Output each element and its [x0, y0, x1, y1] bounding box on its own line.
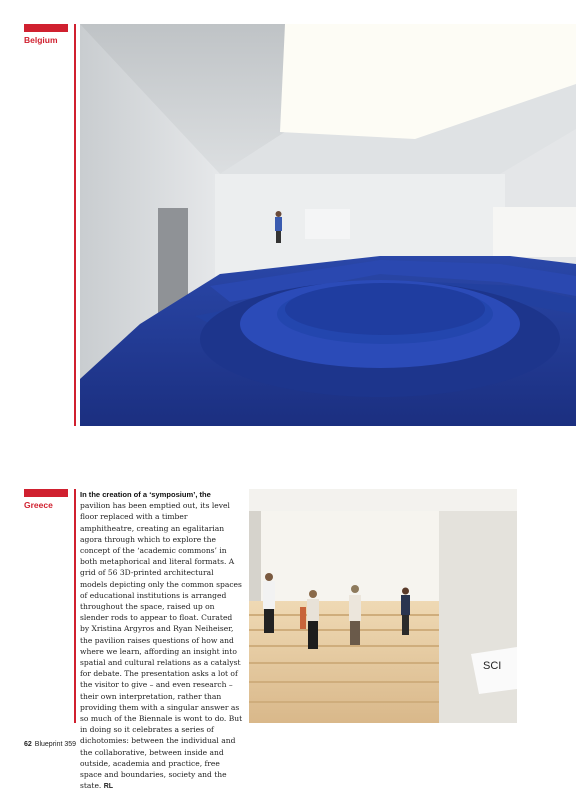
section-rule-belgium	[74, 24, 76, 426]
greece-pavilion-photo	[249, 489, 517, 723]
section-tag-bar	[24, 24, 68, 32]
belgium-pavilion-photo	[80, 24, 576, 426]
article-text: pavilion has been emptied out, its level floor replaced with a timber amphitheatre, creating an egalitarian agora through which to explore the concept of the ‘academic commons’ in both metaphorical and literal formats. A grid of 56 3D-printed architectural models depicting only the common spaces of educational institutions is arranged throughout the space, raised up on slender rods to appear to float. Curated by Xristina Argyros and Ryan Neiheiser, the pavilion raises questions of how and where we learn, affording an insight into spatial and cultural relations as a catalyst for debate. The presentation asks a lot of the visitor to give – and even research – their own interpretation, rather than providing them with a singular answer as so much of the Biennale is wont to do. But in doing so it celebrates a series of dichotomies: between the individual and the collaborative, between inside and outside, academia and practice, free space and boundaries, society and the state.	[80, 501, 243, 791]
section-tag-bar	[24, 489, 68, 497]
section-tag-belgium	[24, 24, 68, 45]
publication-issue: Blueprint 359	[34, 741, 77, 748]
section-label-greece: Greece	[24, 500, 53, 510]
section-tag-greece	[24, 489, 68, 510]
exhibition-sign-text: SCI	[483, 660, 502, 672]
author-initials: RL	[103, 783, 114, 791]
page-folio	[24, 741, 76, 748]
article-body	[80, 489, 243, 792]
section-label-belgium: Belgium	[24, 35, 58, 45]
page-number: 62	[24, 741, 32, 748]
article-lead: In the creation of a ‘symposium’, the	[80, 490, 211, 499]
section-rule-greece	[74, 489, 76, 723]
